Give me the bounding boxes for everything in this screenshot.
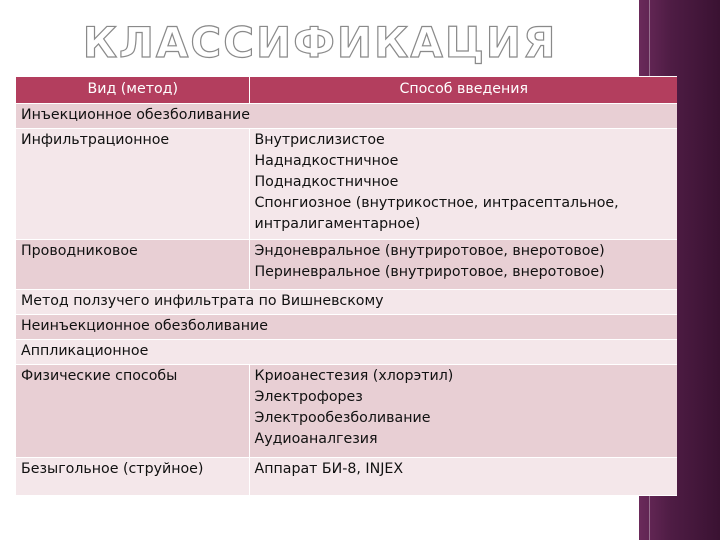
method-infiltration: Инфильтрационное bbox=[16, 129, 249, 240]
way-item: Криоанестезия (хлорэтил) bbox=[254, 368, 454, 384]
way-item: Внутрислизистое bbox=[254, 132, 385, 148]
table-row bbox=[16, 315, 677, 340]
section-non-injection: Неинъекционное обезболивание bbox=[16, 315, 677, 340]
table-row bbox=[16, 365, 677, 458]
table-row bbox=[16, 290, 677, 315]
method-application: Аппликационное bbox=[16, 340, 677, 365]
page-title: КЛАССИФИКАЦИЯ bbox=[82, 18, 558, 67]
way-item: Электрофорез bbox=[254, 389, 363, 405]
table-header-row bbox=[16, 77, 677, 104]
header-administration-route: Способ введения bbox=[249, 77, 677, 104]
method-creeping-infiltrate: Метод ползучего инфильтрата по Вишневскому bbox=[16, 290, 677, 315]
table-row bbox=[16, 240, 677, 290]
ways-physical bbox=[249, 365, 677, 458]
table-row bbox=[16, 129, 677, 240]
way-item: Аудиоаналгезия bbox=[254, 431, 378, 447]
way-item: Эндоневральное (внутриротовое, внеротовое) bbox=[254, 243, 605, 259]
method-physical: Физические способы bbox=[16, 365, 249, 458]
classification-table bbox=[16, 76, 677, 496]
table-row bbox=[16, 104, 677, 129]
way-item: интралигаментарное) bbox=[254, 216, 421, 232]
way-item: Спонгиозное (внутрикостное, интрасептальное, bbox=[254, 195, 619, 211]
method-conduction: Проводниковое bbox=[16, 240, 249, 290]
ways-conduction bbox=[249, 240, 677, 290]
way-item: Электрообезболивание bbox=[254, 410, 431, 426]
way-item: Периневральное (внутриротовое, внеротовое) bbox=[254, 264, 605, 280]
method-needleless: Безыгольное (струйное) bbox=[16, 458, 249, 496]
table-row bbox=[16, 340, 677, 365]
section-injection: Инъекционное обезболивание bbox=[16, 104, 677, 129]
table-row bbox=[16, 458, 677, 496]
ways-infiltration bbox=[249, 129, 677, 240]
way-item: Поднадкостничное bbox=[254, 174, 399, 190]
way-item: Аппарат БИ-8, INJEX bbox=[254, 461, 404, 477]
way-item: Наднадкостничное bbox=[254, 153, 399, 169]
header-method: Вид (метод) bbox=[16, 77, 249, 104]
ways-needleless bbox=[249, 458, 677, 496]
